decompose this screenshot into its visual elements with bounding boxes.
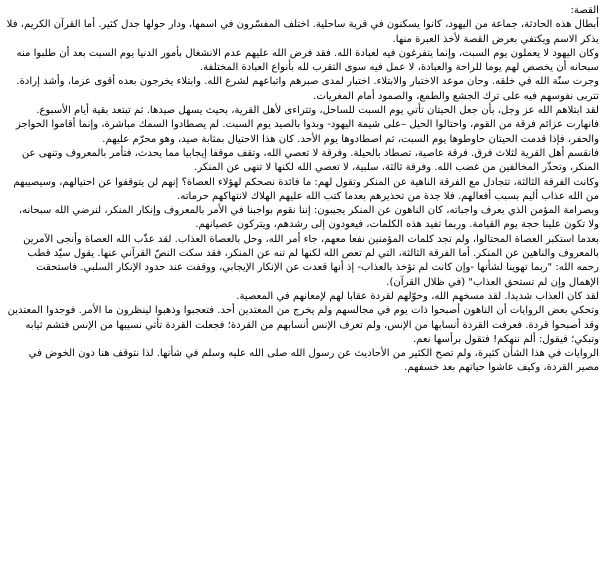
section-heading: القصة: xyxy=(570,5,599,16)
paragraph-sabbath: وكان اليهود لا يعملون يوم السبت، وإنما يتفرغون فيه لعبادة الله. فقد فرض الله عليهم عدم الانشغال بأمور الدنيا يوم السبت بعد أن طلبوا منه سبحانه أن يخصص لهم يوما للراحة والعبادة، لا عمل فيه سوى التقرب لله بأنواع العبادة المختلفة. xyxy=(16,47,599,74)
paragraph-fish-trick: لقد ابتلاهم الله عز وجل، بأن جعل الحيتان تأتي يوم السبت للساحل، وتتراءى لأهل القرية، بحيث يسهل صيدها. ثم تبتعد بقية أيام الأسبوع. فانهارت عزائم فرقة من القوم، واحتالوا الحيل –على شيمة اليهود- وبدوا بالصيد يوم السبت. لم يصطادوا السمك مباشرة، وإنما أقاموا الحواجز والحفر، فإذا قدمت الحيتان حاوطوها يوم السبت، ثم اصطادوها يوم الأحد. كان هذا الاحتيال بمثابة صيد، وهو محرّم عليهم. xyxy=(15,105,599,145)
paragraph-third-group-argument: وكانت الفرقة الثالثة، تتجادل مع الفرقة الناهية عن المنكر وتقول لهم: ما فائدة نصحكم لهؤلاء العصاة؟ إنهم لن يتوقفوا عن احتيالهم، وسيصيبهم من الله عذاب أليم بسبب أفعالهم. فلا جدة من تحذيرهم بعدما كتب الله عليهم الهلاك لانتهاكهم حرماته. xyxy=(13,176,599,202)
paragraph-transformation: لقد كان العذاب شديدا. لقد مسخهم الله، وحوّلهم لقردة عقابا لهم لإمعانهم في المعصية. xyxy=(236,290,599,302)
paragraph-intro: أبطال هذه الحادثة، جماعة من اليهود، كانوا يسكنون في قرية ساحلية. اختلف المفسّرون في اسمها، ودار حولها جدل كثير. أما القرآن الكريم، فلا يذكر الاسم ويكتفي بعرض القصة لأخذ العبرة منها. xyxy=(6,19,599,45)
paragraph-conclusion: الروايات في هذا الشأن كثيرة، ولم تصح الكثير من الأحاديث عن رسول الله صلى الله عليه وسلم في شأنها. لذا نتوقف هنا دون الخوض في مصير القردة، وكيف عاشوا حياتهم بعد خسفهم. xyxy=(28,348,599,374)
paragraph-three-groups: فانقسم أهل القرية لثلاث فرق. فرقة عاصية، تصطاد بالحيلة. وفرقة لا تعصي الله، وتقف موقفا إيجابيا مما يحدث، فتأمر بالمعروف وتنهى عن المنكر، وتحذّر المخالفين من غضب الله. وفرقة ثالثة، سلبية، لا تعصي الله لكنها لا تنهى عن المنكر. xyxy=(21,147,599,174)
paragraph-believers-reply: وبصرامة المؤمن الذي يعرف واجباته، كان الناهون عن المنكر يجيبون: إننا نقوم بواجبنا في الأمر بالمعروف وإنكار المنكر، لنرضي الله سبحانه، ولا تكون علينا حجة يوم القيامة. وربما تفيد هذه الكلمات، فيعودون إلى رشدهم، ويتركون عصيانهم. xyxy=(18,205,599,231)
paragraph-punishment: بعدما استكبر العصاة المحتالوا، ولم تجد كلمات المؤمنين نفعا معهم، جاء أمر الله، وحل بالعصاة العذاب. لقد عذّب الله العصاة وأنجى الآمرين بالمعروف والناهين عن المنكر. أما الفرقة الثالثة، التي لم تعص الله لكنها لم تنه عن المنكر، فقد سكت النصّ القرآني عنها. يقول سيّد قطب رحمه الله: "ربما تهوينا لشأنها -وإن كانت لم تؤخذ بالعذاب- إذ أنها قعدت عن الإنكار الإيجابي، ووقفت عند حدود الإنكار السلبي. فاستحقت الإهمال وإن لم تستحق العذاب" (في ظلال القرآن). xyxy=(23,233,599,288)
paragraph-test: وجرت سنّة الله في خلقه. وحان موعد الاختبار والابتلاء. اختبار لمدى صبرهم واتباعهم لشرع الله. وابتلاء يخرجون بعده أقوى عزما، وأشد إرادة. تتربى نفوسهم فيه على ترك الجشع والطمع، والصمود أمام المغريات. xyxy=(16,76,599,102)
paragraph-narrations: وتحكي بعض الروايات أن الناهون أصبحوا ذات يوم في مجالسهم ولم يخرج من المعتدين أحد. فتعجبوا وذهبوا لينظرون ما الأمر. فوجدوا المعتدين وقد أصبحوا قردة. فعرفت القردة أنسابها من الإنس، ولم تعرف الإنس أنسابهم من القردة؛ فجعلت القردة تأتي نسيبها من الإنس فتشم ثيابه وتبكي؛ فيقول: ألم ننهكم! فتقول برأسها نعم. xyxy=(7,305,599,345)
